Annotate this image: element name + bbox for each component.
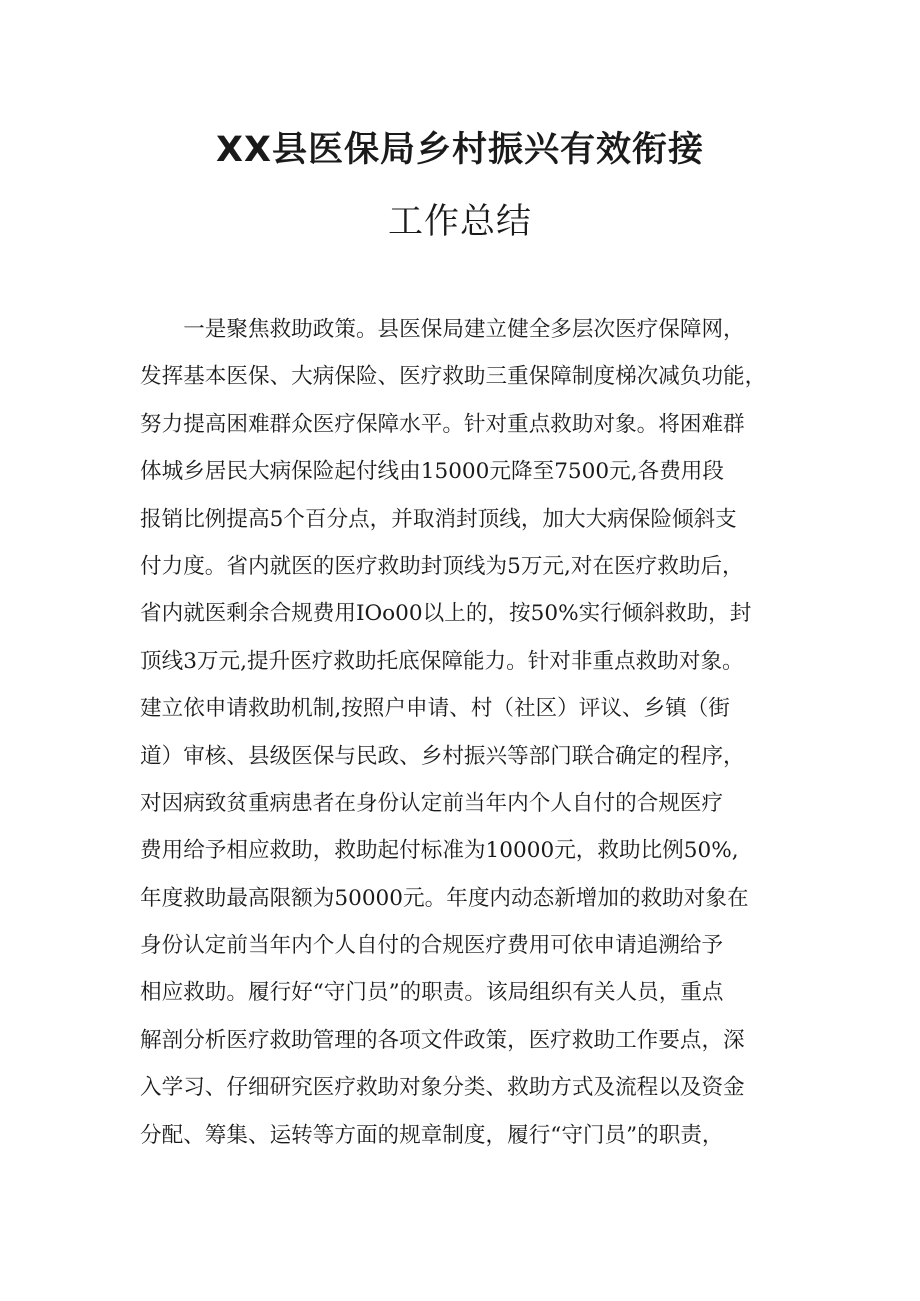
body-line: 付力度。省内就医的医疗救助封顶线为5万元,对在医疗救助后， xyxy=(140,553,744,579)
body-line: 入学习、仔细研究医疗救助对象分类、救助方式及流程以及资金 xyxy=(140,1075,745,1101)
document-title-line-1: XX县医保局乡村振兴有效衔接 xyxy=(216,130,704,170)
document-body xyxy=(140,306,792,1159)
body-line: 解剖分析医疗救助管理的各项文件政策，医疗救助工作要点，深 xyxy=(140,1027,745,1053)
body-line: 年度救助最高限额为50000元。年度内动态新增加的救助对象在 xyxy=(140,885,749,911)
body-line: 省内就医剩余合规费用IOo00以上的，按50%实行倾斜救助，封 xyxy=(140,601,752,627)
body-line: 一是聚焦救助政策。县医保局建立健全多层次医疗保障网， xyxy=(140,317,745,342)
document-title-line-2: 工作总结 xyxy=(387,202,532,242)
body-line: 身份认定前当年内个人自付的合规医疗费用可依申请追溯给予 xyxy=(140,933,724,959)
body-line: 相应救助。履行好“守门员”的职责。该局组织有关人员，重点 xyxy=(140,980,724,1006)
body-line: 体城乡居民大病保险起付线由15000元降至7500元,各费用段 xyxy=(140,459,724,485)
body-line: 报销比例提高5个百分点，并取消封顶线，加大大病保险倾斜支 xyxy=(140,506,737,532)
body-line: 努力提高困难群众医疗保障水平。针对重点救助对象。将困难群 xyxy=(140,411,745,437)
body-line: 对因病致贫重病患者在身份认定前当年内个人自付的合规医疗 xyxy=(140,790,724,816)
body-line: 分配、筹集、运转等方面的规章制度，履行“守门员”的职责， xyxy=(140,1122,724,1148)
body-line: 建立依申请救助机制,按照户申请、村（社区）评议、乡镇（街 xyxy=(140,696,730,722)
body-line: 发挥基本医保、大病保险、医疗救助三重保障制度梯次减负功能， xyxy=(140,364,767,390)
body-line: 道）审核、县级医保与民政、乡村振兴等部门联合确定的程序， xyxy=(140,743,745,769)
body-line: 费用给予相应救助，救助起付标准为10000元，救助比例50%, xyxy=(140,838,739,864)
body-line: 顶线3万元,提升医疗救助托底保障能力。针对非重点救助对象。 xyxy=(140,648,744,674)
